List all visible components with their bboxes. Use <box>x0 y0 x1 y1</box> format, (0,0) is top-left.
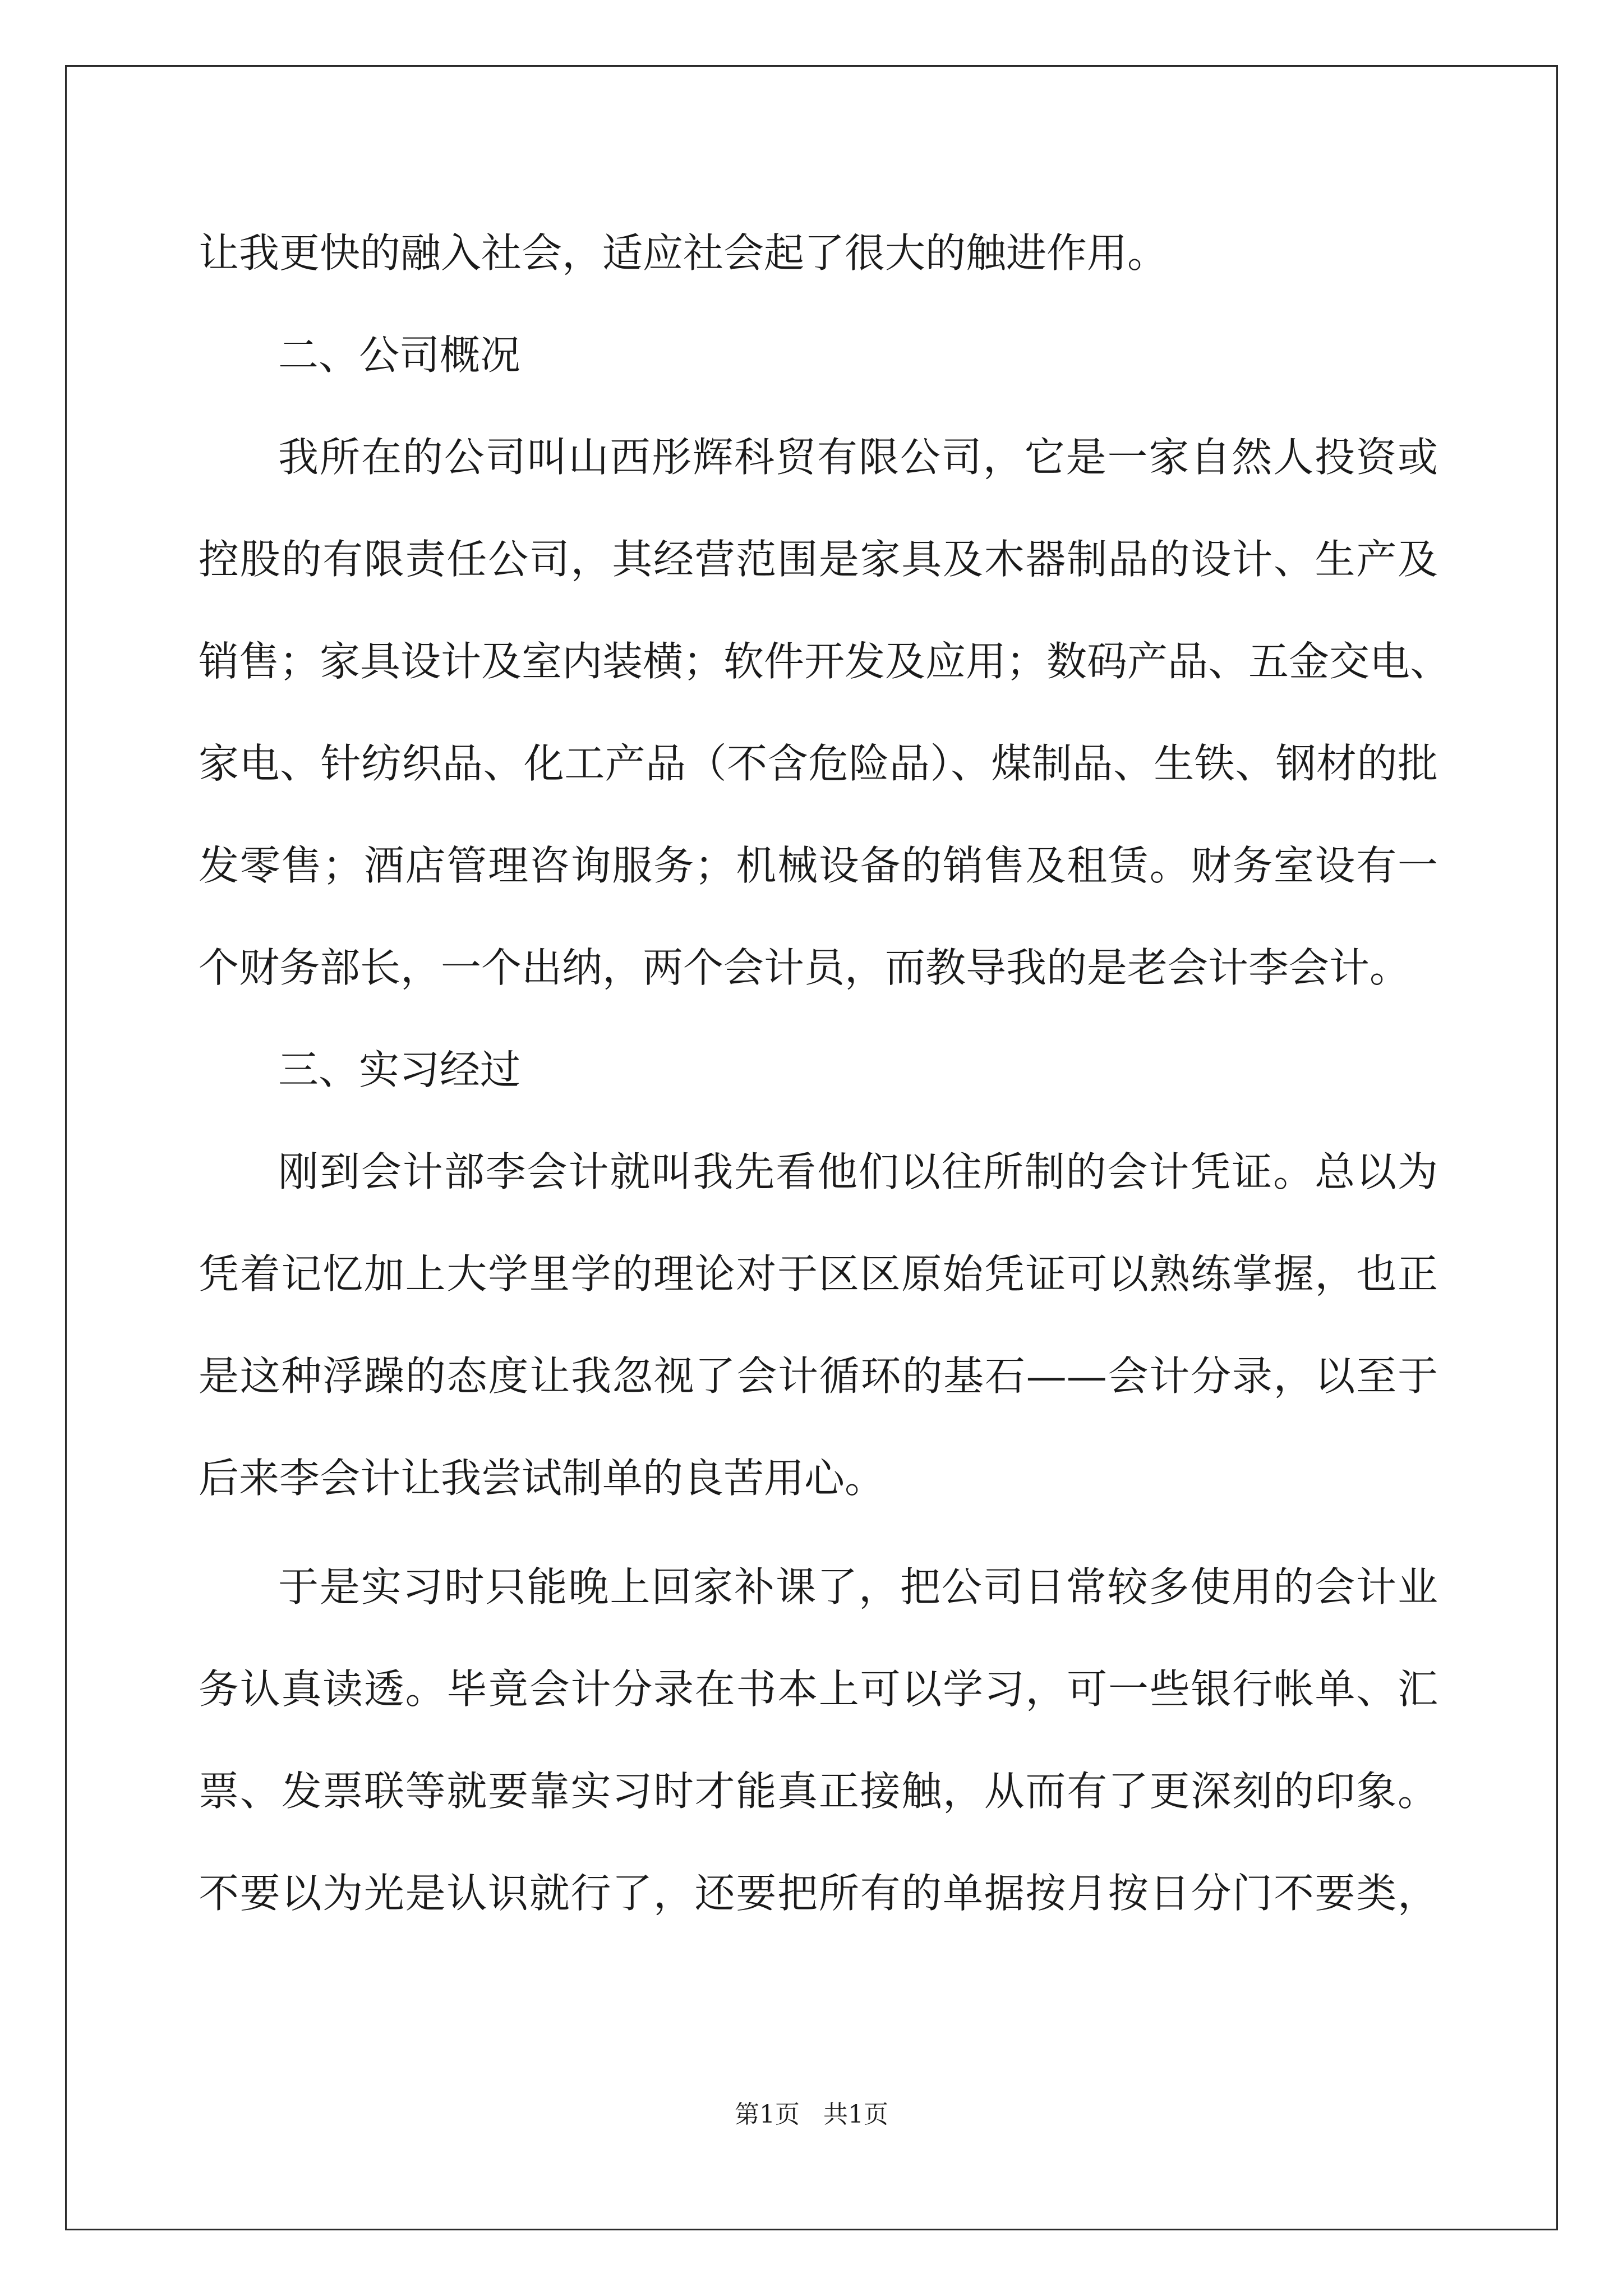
line-text: 后来李会计让我尝试制单的良苦用心。 <box>199 1455 886 1502</box>
paragraph-line <box>199 610 1451 712</box>
line-text: 务认真读透。毕竟会计分录在书本上可以学习，可一些银行帐单、汇 <box>199 1665 1438 1713</box>
section-heading <box>199 1019 1438 1121</box>
line-text: 票、发票联等就要靠实习时才能真正接触，从而有了更深刻的印象。 <box>199 1768 1438 1815</box>
line-text: 销售；家具设计及室内装横；软件开发及应用；数码产品、五金交电、 <box>199 638 1451 685</box>
paragraph-line <box>199 508 1438 610</box>
paragraph-line <box>199 1638 1438 1740</box>
paragraph-line <box>199 1121 1438 1223</box>
line-text: 家电、针纺织品、化工产品（不含危险品）、煤制品、生铁、钢材的批 <box>199 740 1438 787</box>
line-text: 我所在的公司叫山西彤辉科贸有限公司，它是一家自然人投资或 <box>278 434 1438 481</box>
paragraph-line <box>199 1536 1438 1638</box>
line-text: 刚到会计部李会计就叫我先看他们以往所制的会计凭证。总以为 <box>278 1148 1438 1195</box>
paragraph-line <box>199 1842 1438 1944</box>
line-text: 让我更快的融入社会，适应社会起了很大的触进作用。 <box>199 229 1168 277</box>
line-text: 凭着记忆加上大学里学的理论对于区区原始凭证可以熟练掌握，也正 <box>199 1250 1438 1297</box>
paragraph-line <box>199 202 1438 304</box>
paragraph-line <box>199 406 1438 508</box>
document-body <box>199 202 1451 1944</box>
page-footer <box>0 2098 1623 2132</box>
paragraph-line <box>199 1223 1438 1325</box>
line-text: 控股的有限责任公司，其经营范围是家具及木器制品的设计、生产及 <box>199 536 1438 583</box>
line-text: 是这种浮躁的态度让我忽视了会计循环的基石——会计分录，以至于 <box>199 1352 1438 1400</box>
paragraph-line <box>199 1325 1438 1427</box>
paragraph-line <box>199 815 1438 917</box>
section-heading <box>199 304 1438 406</box>
heading-text: 三、实习经过 <box>278 1046 521 1093</box>
paragraph-line <box>199 1740 1438 1842</box>
line-text: 发零售；酒店管理咨询服务；机械设备的销售及租赁。财务室设有一 <box>199 842 1438 889</box>
line-text: 个财务部长，一个出纳，两个会计员，而教导我的是老会计李会计。 <box>199 944 1410 991</box>
line-text: 不要以为光是认识就行了，还要把所有的单据按月按日分门不要类， <box>199 1870 1438 1917</box>
paragraph-line <box>199 1427 1438 1529</box>
page-number-label: 第1页 共1页 <box>735 2100 888 2129</box>
paragraph-line <box>199 712 1438 815</box>
line-text: 于是实习时只能晚上回家补课了，把公司日常较多使用的会计业 <box>278 1563 1438 1611</box>
heading-text: 二、公司概况 <box>278 332 521 379</box>
paragraph-line <box>199 917 1438 1019</box>
